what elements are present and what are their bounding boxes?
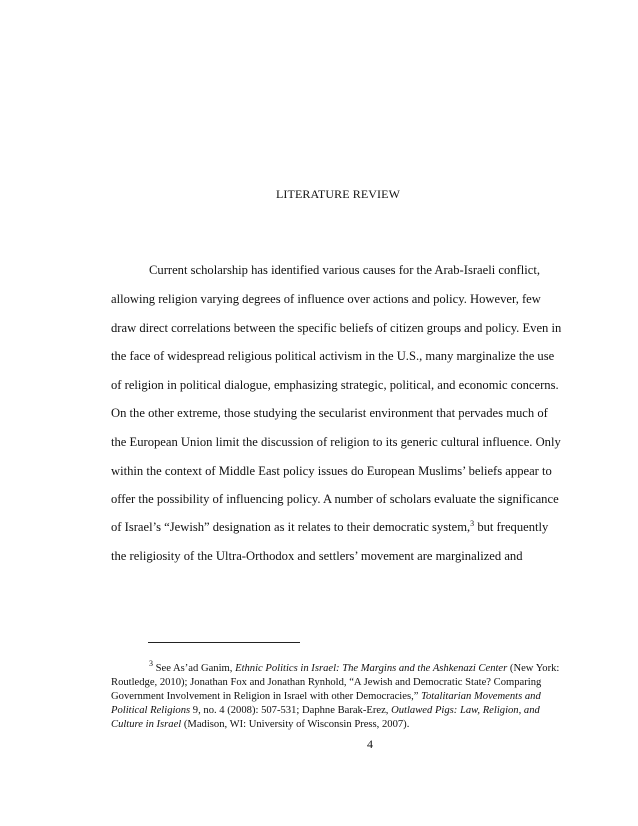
body-line: of religion in political dialogue, emphasizing strategic, political, and economic concerns. <box>111 378 559 392</box>
footnote-line <box>149 659 560 676</box>
footnote-text: 9, no. 4 (2008): 507-531; Daphne Barak-Erez, <box>190 705 392 716</box>
footnote-line <box>111 690 541 704</box>
body-line: the religiosity of the Ultra-Orthodox and settlers’ movement are marginalized and <box>111 549 523 563</box>
body-line: offer the possibility of influencing policy. A number of scholars evaluate the significance <box>111 492 559 506</box>
body-line: On the other extreme, those studying the secularist environment that pervades much of <box>111 406 548 420</box>
body-line: Current scholarship has identified various causes for the Arab-Israeli conflict, <box>149 263 540 277</box>
body-line: allowing religion varying degrees of influence over actions and policy. However, few <box>111 292 541 306</box>
body-line-text: of Israel’s “Jewish” designation as it relates to their democratic system, <box>111 520 471 534</box>
body-line: the European Union limit the discussion of religion to its generic cultural influence. Only <box>111 435 561 449</box>
footnote-reference: 3 <box>470 519 475 528</box>
footnote-line: Routledge, 2010); Jonathan Fox and Jonathan Rynhold, “A Jewish and Democratic State? Comparing <box>111 677 542 688</box>
footnote-title: Totalitarian Movements and <box>421 691 541 702</box>
body-line: draw direct correlations between the specific beliefs of citizen groups and policy. Even in <box>111 321 562 335</box>
footnote-line <box>111 718 409 732</box>
section-heading: LITERATURE REVIEW <box>275 187 400 201</box>
footnote-text: (Madison, WI: University of Wisconsin Press, 2007). <box>181 719 410 730</box>
body-line-with-footnote <box>111 519 548 535</box>
body-line: within the context of Middle East policy issues do European Muslims’ beliefs appear to <box>111 464 552 478</box>
footnote-text: (New York: <box>507 663 560 674</box>
footnote-title: Culture in Israel <box>111 719 182 730</box>
footnote-separator <box>148 642 300 643</box>
footnote-text: See As’ad Ganim, <box>153 663 236 674</box>
page-number: 4 <box>367 737 373 751</box>
footnote-title: Outlawed Pigs: Law, Religion, and <box>391 705 540 716</box>
footnote-title: Ethnic Politics in Israel: The Margins and the Ashkenazi Center <box>235 663 508 674</box>
footnote-title: Political Religions <box>111 705 191 716</box>
footnote-number: 3 <box>149 659 153 668</box>
body-line: the face of widespread religious political activism in the U.S., many marginalize the use <box>111 349 555 363</box>
body-line-text: but frequently <box>474 520 549 534</box>
footnote-line <box>111 704 540 718</box>
footnote-text: Government Involvement in Religion in Israel with other Democracies,” <box>111 691 422 702</box>
